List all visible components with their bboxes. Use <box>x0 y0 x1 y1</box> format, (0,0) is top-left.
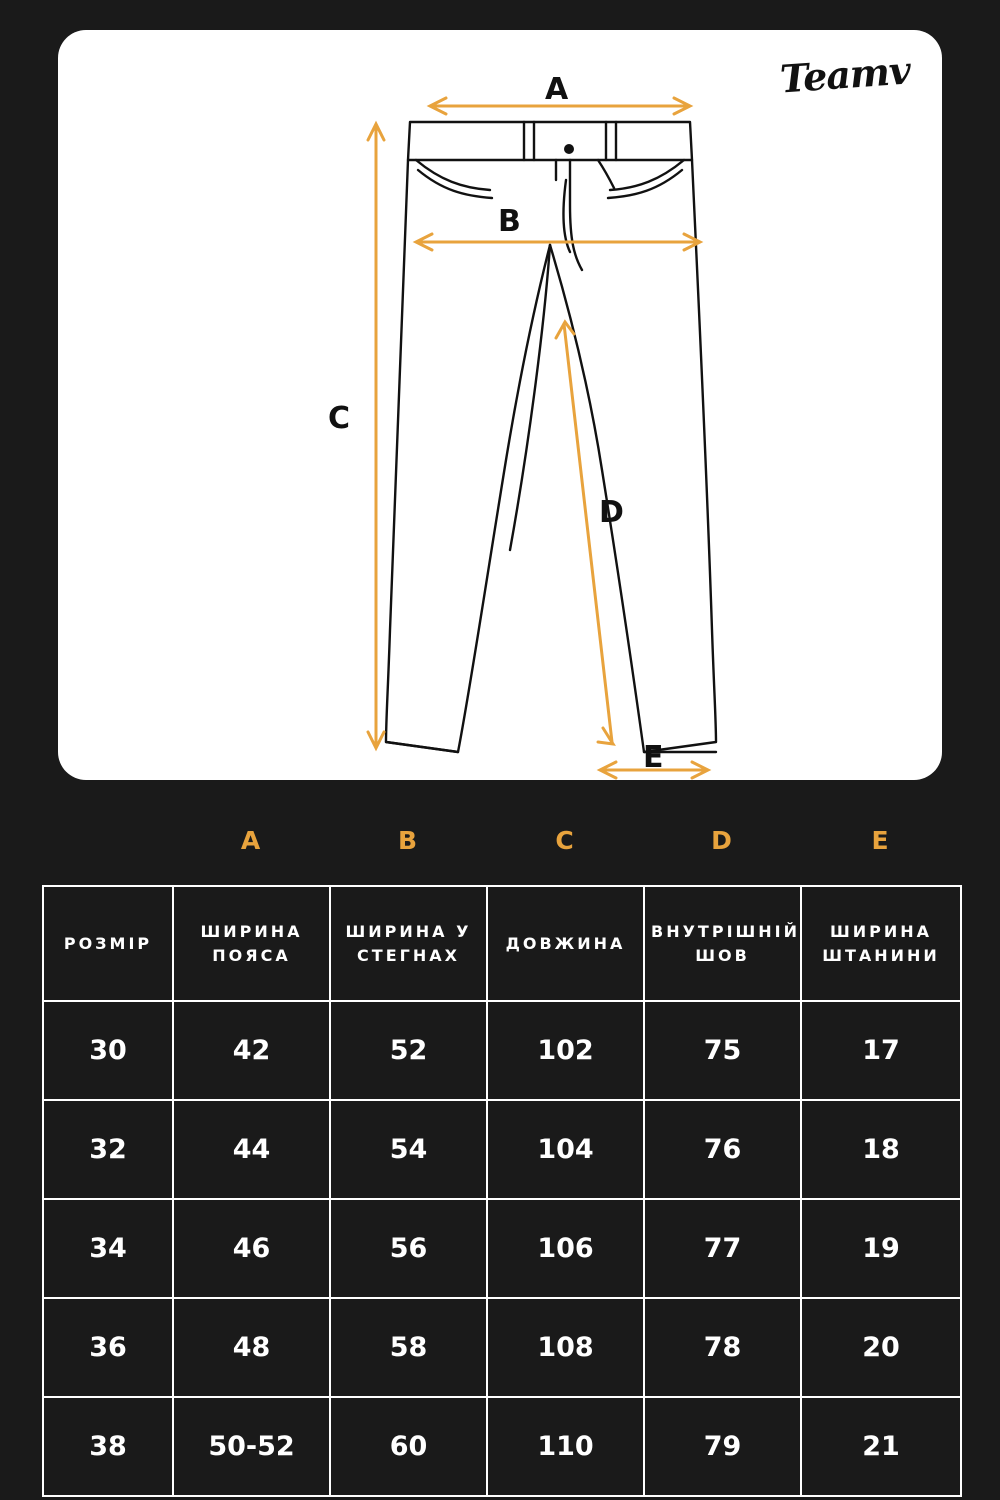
cell-c: 102 <box>487 1001 644 1100</box>
label-a: A <box>545 72 569 107</box>
label-d: D <box>599 495 624 530</box>
header-leg-width: ШИРИНА ШТАНИНИ <box>801 886 961 1001</box>
cell-b: 54 <box>330 1100 487 1199</box>
cell-b: 52 <box>330 1001 487 1100</box>
cell-a: 46 <box>173 1199 330 1298</box>
cell-b: 58 <box>330 1298 487 1397</box>
table-row <box>43 1100 961 1199</box>
cell-a: 44 <box>173 1100 330 1199</box>
cell-e: 17 <box>801 1001 961 1100</box>
cell-a: 42 <box>173 1001 330 1100</box>
cell-b: 60 <box>330 1397 487 1496</box>
table-row <box>43 1298 961 1397</box>
letter-cell-blank <box>43 795 173 886</box>
size-table <box>42 795 962 1497</box>
letter-cell-a: A <box>240 825 263 855</box>
header-hip-width: ШИРИНА У СТЕГНАХ <box>330 886 487 1001</box>
header-row <box>43 886 961 1001</box>
cell-size: 30 <box>43 1001 173 1100</box>
cell-a: 50-52 <box>173 1397 330 1496</box>
letter-cell-c: C <box>555 825 576 855</box>
cell-size: 34 <box>43 1199 173 1298</box>
cell-size: 32 <box>43 1100 173 1199</box>
illustration-card <box>58 30 942 780</box>
cell-e: 20 <box>801 1298 961 1397</box>
cell-d: 78 <box>644 1298 801 1397</box>
pants-diagram <box>58 30 942 780</box>
letter-cell-d: D <box>711 825 734 855</box>
cell-e: 19 <box>801 1199 961 1298</box>
cell-size: 38 <box>43 1397 173 1496</box>
cell-e: 21 <box>801 1397 961 1496</box>
cell-c: 108 <box>487 1298 644 1397</box>
cell-d: 75 <box>644 1001 801 1100</box>
cell-d: 77 <box>644 1199 801 1298</box>
table-row <box>43 1397 961 1496</box>
label-c: C <box>328 401 351 436</box>
label-e: E <box>643 740 664 775</box>
cell-c: 110 <box>487 1397 644 1496</box>
letter-row <box>43 795 961 886</box>
header-length: ДОВЖИНА <box>487 886 644 1001</box>
cell-d: 79 <box>644 1397 801 1496</box>
header-size: РОЗМІР <box>43 886 173 1001</box>
size-table-wrap <box>42 795 958 1497</box>
header-inseam: ВНУТРІШНІЙ ШОВ <box>644 886 801 1001</box>
cell-d: 76 <box>644 1100 801 1199</box>
table-row <box>43 1199 961 1298</box>
letter-cell-e: E <box>871 825 891 855</box>
cell-e: 18 <box>801 1100 961 1199</box>
brand-logo: Teamv <box>778 47 912 102</box>
cell-c: 106 <box>487 1199 644 1298</box>
cell-b: 56 <box>330 1199 487 1298</box>
table-row <box>43 1001 961 1100</box>
cell-c: 104 <box>487 1100 644 1199</box>
letter-cell-b: B <box>397 825 420 855</box>
cell-size: 36 <box>43 1298 173 1397</box>
label-b: B <box>498 204 521 239</box>
cell-a: 48 <box>173 1298 330 1397</box>
header-waist-width: ШИРИНА ПОЯСА <box>173 886 330 1001</box>
